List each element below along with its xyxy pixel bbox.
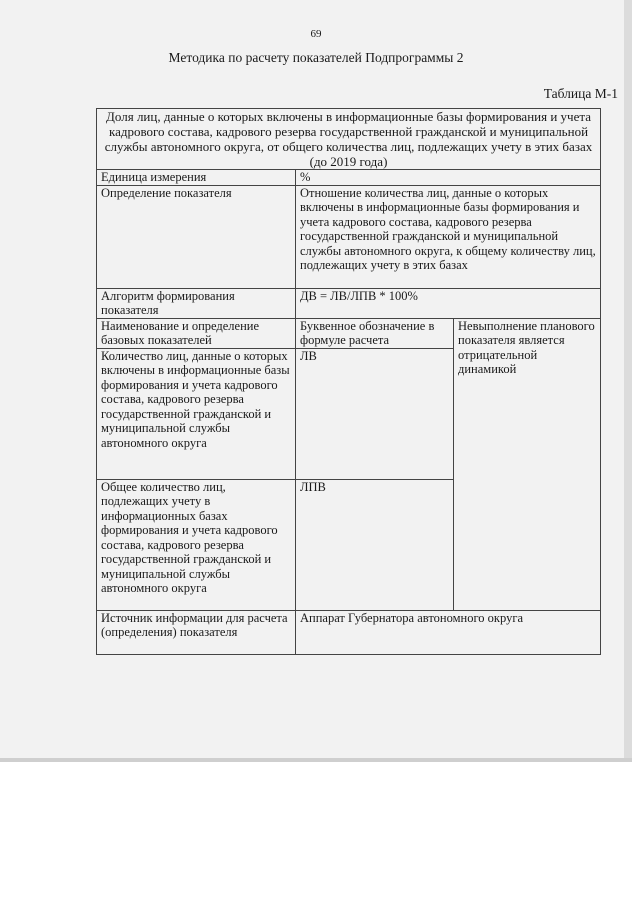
source-value: Аппарат Губернатора автономного округа bbox=[296, 610, 601, 654]
base-indicator-name: Общее количество лиц, подлежащих учету в информационных базах формирования и учета кадрового состава, кадрового резерва государственной гражданской и муниципальной службы автономного округа bbox=[97, 479, 296, 610]
indicator-table bbox=[96, 108, 601, 655]
unit-value: % bbox=[296, 170, 601, 186]
unit-label: Единица измерения bbox=[97, 170, 296, 186]
base-indicators-header: Наименование и определение базовых показателей bbox=[97, 318, 296, 348]
scan-bottom-edge bbox=[0, 758, 632, 762]
definition-value: Отношение количества лиц, данные о которых включены в информационные базы формирования и учета кадрового состава, кадрового резерва государственной гражданской и муниципальной службы автономного округа, к общему количеству лиц, подлежащих учету в этих базах bbox=[296, 185, 601, 288]
base-indicator-name: Количество лиц, данные о которых включены в информационные базы формирования и учета кадрового состава, кадрового резерва государственной гражданской и муниципальной службы автономного округа bbox=[97, 348, 296, 479]
letter-symbol-header: Буквенное обозначение в формуле расчета bbox=[296, 318, 454, 348]
scan-right-edge bbox=[624, 0, 632, 762]
document-title: Методика по расчету показателей Подпрограммы 2 bbox=[168, 50, 464, 65]
definition-label: Определение показателя bbox=[97, 185, 296, 288]
algorithm-formula: ДВ = ЛВ/ЛПВ * 100% bbox=[296, 288, 601, 318]
algorithm-label: Алгоритм формирования показателя bbox=[97, 288, 296, 318]
performance-note: Невыполнение планового показателя является отрицательной динамикой bbox=[454, 318, 601, 610]
table-id: Таблица М-1 bbox=[543, 86, 618, 101]
source-label: Источник информации для расчета (определения) показателя bbox=[97, 610, 296, 654]
base-indicator-symbol: ЛВ bbox=[296, 348, 454, 479]
page-number: 69 bbox=[310, 28, 322, 40]
indicator-caption: Доля лиц, данные о которых включены в информационные базы формирования и учета кадрового состава, кадрового резерва государственной гражданской и муниципальной службы автономного округа, от общего количества лиц, подлежащих учету в этих базах (до 2019 года) bbox=[97, 109, 601, 170]
base-indicator-symbol: ЛПВ bbox=[296, 479, 454, 610]
